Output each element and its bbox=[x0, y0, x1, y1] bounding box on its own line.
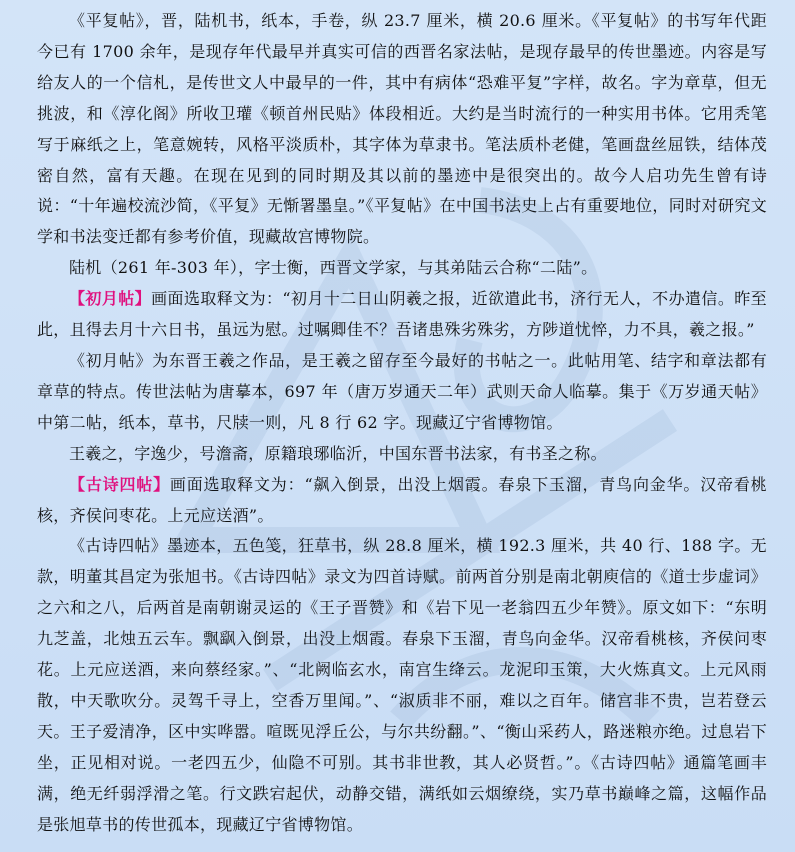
paragraph-chuyuetie-transcript bbox=[37, 284, 767, 346]
paragraph-luji-bio bbox=[37, 253, 767, 284]
paragraph-text: 画面选取释文为：“初月十二日山阴羲之报，近欲遣此书，济行无人，不办遣信。昨至此，且得去月十六日书，虽远为慰。过嘱卿佳不？吾诸患殊劣殊劣，方陟道忧悴，力不具，羲之报。” bbox=[37, 289, 767, 340]
paragraph-text: 画面选取释文为：“飙入倒景，出没上烟霞。春泉下玉溜，青鸟向金华。汉帝看桃核，齐侯问枣花。上元应送酒”。 bbox=[37, 474, 767, 525]
paragraph-wangxizhi-bio bbox=[37, 439, 767, 470]
paragraph-text: 《初月帖》为东晋王羲之作品，是王羲之留存至今最好的书帖之一。此帖用笔、结字和章法都有章草的特点。传世法帖为唐摹本，697 年（唐万岁通天二年）武则天命人临摹。集于《万岁通天帖》中第二帖，纸本，草书，尺牍一则，凡 8 行 62 字。现藏辽宁省博物馆。 bbox=[37, 350, 767, 432]
section-tag-gushisitie: 【古诗四帖】 bbox=[69, 474, 170, 494]
paragraph-text: 《古诗四帖》墨迹本，五色笺，狂草书，纵 28.8 厘米，横 192.3 厘米，共 40 行、188 字。无款，明董其昌定为张旭书。《古诗四帖》录文为四首诗赋。前两首分别是南北朝庾信的《道士步虚词》之六和之八，后两首是南朝谢灵运的《王子晋赞》和《岩下见一老翁四五少年赞》。原文如下：“东明九芝盖，北烛五云车。飘飖入倒景，出没上烟霞。春泉下玉溜，青鸟向金华。汉帝看桃核，齐侯问枣花。上元应送酒，来向蔡经家。”、“北阙临玄水，南宫生绛云。龙泥印玉策，大火炼真文。上元风雨散，中天歌吹分。灵驾千寻上，空香万里闻。”、“淑质非不丽，难以之百年。储宫非不贵，岂若登云天。王子爱清净，区中实哗嚣。喧既见浮丘公，与尔共纷翻。”、“衡山采药人，路迷粮亦绝。过息岩下坐，正见相对说。一老四五少，仙隐不可别。其书非世教，其人必贤哲。”。《古诗四帖》通篇笔画丰满，绝无纤弱浮滑之笔。行文跌宕起伏，动静交错，满纸如云烟缭绕，实乃草书巅峰之篇，这幅作品是张旭草书的传世孤本，现藏辽宁省博物馆。 bbox=[37, 536, 767, 834]
paragraph-gushisitie-transcript bbox=[37, 470, 767, 532]
section-tag-chuyuetie: 【初月帖】 bbox=[69, 289, 152, 309]
paragraph-text: 王羲之，字逸少，号澹斋，原籍琅琊临沂，中国东晋书法家，有书圣之称。 bbox=[69, 443, 607, 463]
paragraph-chuyuetie-description bbox=[37, 346, 767, 439]
paragraph-text: 陆机（261 年-303 年），字士衡，西晋文学家，与其弟陆云合称“二陆”。 bbox=[69, 258, 598, 278]
paragraph-pingfutie bbox=[37, 6, 767, 253]
paragraph-gushisitie-description bbox=[37, 531, 767, 840]
paragraph-text: 《平复帖》，晋，陆机书，纸本，手卷，纵 23.7 厘米，横 20.6 厘米。《平复帖》的书写年代距今已有 1700 余年，是现存年代最早并真实可信的西晋名家法帖，是现存最早的传世墨迹。内容是写给友人的一个信札，是传世文人中最早的一件，其中有病体“恐难平复”字样，故名。字为章草，但无挑波，和《淳化阁》所收卫瓘《顿首州民贴》体段相近。大约是当时流行的一种实用书体。它用秃笔写于麻纸之上，笔意婉转，风格平淡质朴，其字体为草隶书。笔法质朴老健，笔画盘丝屈铁，结体茂密自然，富有天趣。在现在见到的同时期及其以前的墨迹中是很突出的。故今人启功先生曾有诗说：“十年遍校流沙简，《平复》无惭署墨皇。”《平复帖》在中国书法史上占有重要地位，同时对研究文学和书法变迁都有参考价值，现藏故宫博物院。 bbox=[37, 11, 767, 247]
